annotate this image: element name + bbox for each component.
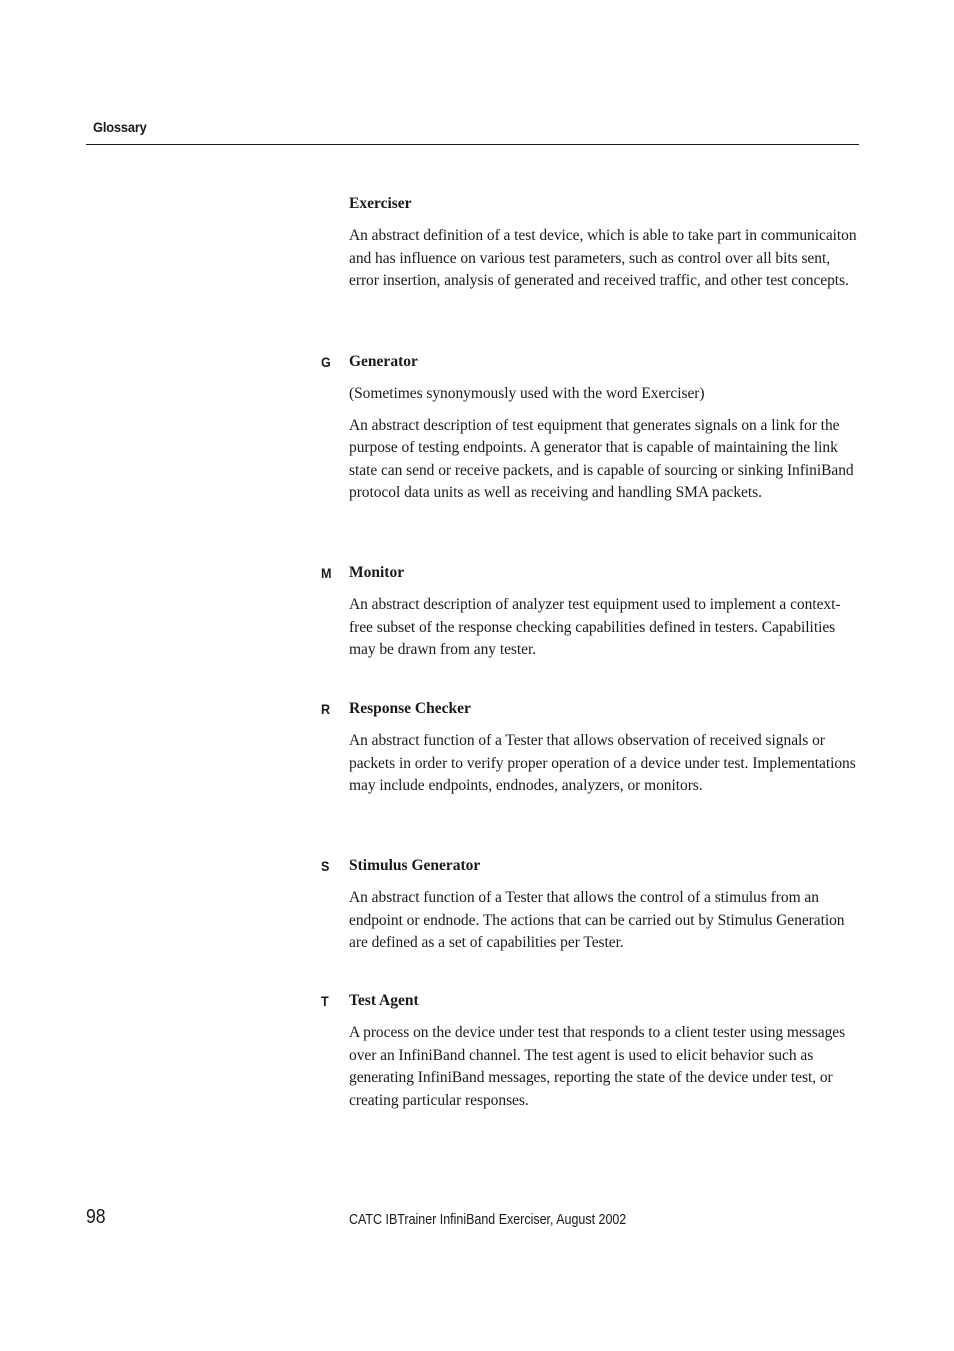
glossary-entry-monitor: [321, 563, 861, 671]
definition-paragraph: (Sometimes synonymously used with the word Exerciser): [349, 385, 705, 402]
index-letter: M: [321, 565, 332, 581]
term-heading: Monitor: [349, 564, 405, 581]
definition-paragraph: An abstract description of analyzer test equipment used to implement a context-free subset of the response checking capabilities defined in testers. Capabilities may be drawn from any tester.: [349, 596, 841, 658]
definition-paragraph: An abstract description of test equipment that generates signals on a link for the purpose of testing endpoints. A generator that is capable of maintaining the link state can send or receive packets, and is capable of sourcing or sinking InfiniBand protocol data units as well as receiving and handling SMA packets.: [349, 416, 854, 501]
term-heading: Exerciser: [349, 195, 412, 212]
page-number: 98: [86, 1206, 106, 1228]
term-heading: Response Checker: [349, 700, 471, 717]
section-title: Glossary: [93, 119, 147, 135]
index-letter: R: [321, 701, 331, 717]
definition-paragraph: An abstract function of a Tester that allows the control of a stimulus from an endpoint or endnode. The actions that can be carried out by Stimulus Generation are defined as a set of capabilities per Tester.: [349, 889, 845, 951]
definition-paragraph: A process on the device under test that responds to a client tester using messages over an InfiniBand channel. The test agent is used to elicit behavior such as generating InfiniBand messages, reporting the state of the device under test, or creating particular responses.: [349, 1024, 846, 1109]
header-divider: [86, 144, 859, 145]
index-letter: G: [321, 354, 331, 370]
index-letter: T: [321, 993, 329, 1009]
glossary-entry-generator: [321, 352, 861, 514]
footer-publication: CATC IBTrainer InfiniBand Exerciser, August 2002: [349, 1212, 627, 1228]
term-heading: Generator: [349, 353, 418, 370]
glossary-entry-test-agent: [321, 991, 861, 1121]
term-heading: Test Agent: [349, 992, 419, 1009]
term-heading: Stimulus Generator: [349, 857, 481, 874]
index-letter: S: [321, 858, 330, 874]
glossary-entry-exerciser: [349, 194, 861, 302]
glossary-entry-stimulus-generator: [321, 856, 861, 964]
definition-paragraph: An abstract function of a Tester that allows observation of received signals or packets in order to verify proper operation of a device under test. Implementations may include endpoints, endnodes, analyzers, or monitors.: [349, 732, 856, 794]
glossary-entry-response-checker: [321, 699, 861, 807]
definition-paragraph: An abstract definition of a test device, which is able to take part in communicaiton and has influence on various test parameters, such as control over all bits sent, error insertion, analysis of generated and received traffic, and other test concepts.: [349, 227, 857, 289]
